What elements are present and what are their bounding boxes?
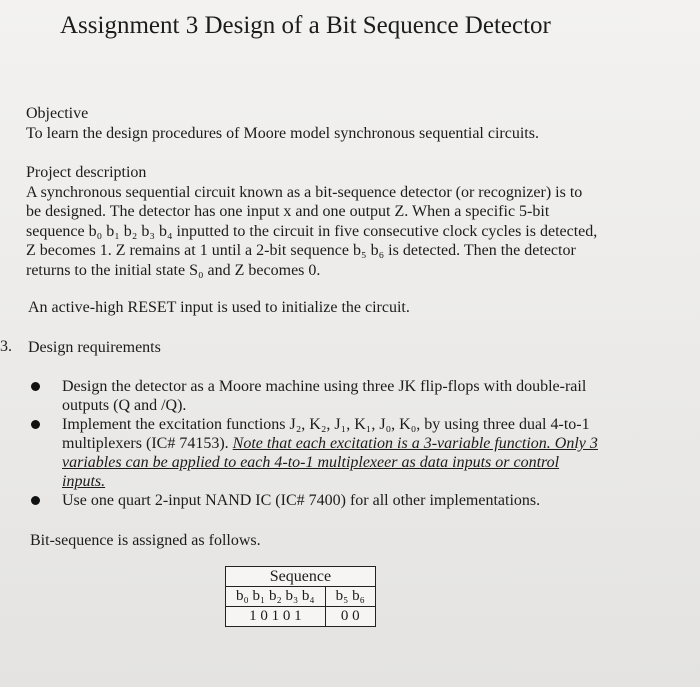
sequence-col2-label: b₅ b₆: [325, 587, 375, 607]
req-1-line-1: Design the detector as a Moore machine using three JK flip-flops with double-rail: [62, 378, 587, 395]
req-2-line-2: [62, 434, 652, 453]
req-3-text: Use one quart 2-input NAND IC (IC# 7400) for all other implementations.: [62, 492, 541, 509]
sequence-col2-value: 0 0: [325, 607, 375, 627]
project-line-2: be designed. The detector has one input x and one output Z. When a specific 5-bit: [26, 203, 550, 220]
requirements-list: [62, 377, 652, 510]
bit-sequence-intro: Bit-sequence is assigned as follows.: [30, 532, 261, 549]
project-description-section: [26, 163, 638, 280]
objective-text: To learn the design procedures of Moore model synchronous sequential circuits.: [26, 124, 539, 142]
req-1-line-2: outputs (Q and /Q).: [62, 397, 187, 414]
sequence-col1-value: 1 0 1 0 1: [226, 607, 326, 627]
project-line-5: returns to the initial state S₀ and Z becomes 0.: [26, 261, 321, 279]
bit-sequence-b0-b4: b₀ b₁ b₂ b₃ b₄: [88, 222, 173, 240]
project-heading: Project description: [26, 164, 147, 181]
design-requirements-heading: Design requirements: [28, 339, 161, 356]
bullet-icon: [31, 420, 40, 429]
section-number: 3.: [0, 338, 12, 355]
req-2-line-2a: multiplexers (IC# 74153).: [62, 435, 233, 452]
page-title: Assignment 3 Design of a Bit Sequence Detector: [60, 12, 551, 39]
sequence-table: [225, 566, 376, 627]
bullet-icon: [31, 496, 40, 505]
req-2-note: Note that each excitation is a 3-variable function. Only 3: [232, 435, 598, 452]
list-item: [62, 377, 652, 415]
bullet-icon: [31, 382, 40, 391]
project-line-1: A synchronous sequential circuit known as a bit-sequence detector (or recognizer) is to: [26, 183, 583, 201]
req-2-line-3: variables can be applied to each 4-to-1 multiplexeer as data inputs or control: [62, 454, 560, 471]
objective-heading: Objective: [26, 105, 89, 122]
project-line-3a: sequence: [26, 222, 89, 240]
project-line-4: Z becomes 1. Z remains at 1 until a 2-bit sequence b₅ b₆ is detected. Then the detector: [26, 242, 576, 259]
list-item: [62, 415, 652, 491]
project-line-3c: inputted to the circuit in five consecutive clock cycles is detected,: [172, 222, 598, 240]
list-item: [62, 491, 652, 510]
objective-section: [26, 104, 539, 143]
project-line-3: [26, 222, 638, 242]
reset-statement: An active-high RESET input is used to initialize the circuit.: [28, 299, 410, 316]
sequence-col1-label: b₀ b₁ b₂ b₃ b₄: [226, 587, 326, 607]
req-2-line-1: Implement the excitation functions J₂, K₂, J₁, K₁, J₀, K₀, by using three dual 4-to-1: [62, 416, 590, 433]
sequence-table-header: Sequence: [226, 567, 376, 587]
req-2-line-4: inputs.: [62, 473, 106, 490]
